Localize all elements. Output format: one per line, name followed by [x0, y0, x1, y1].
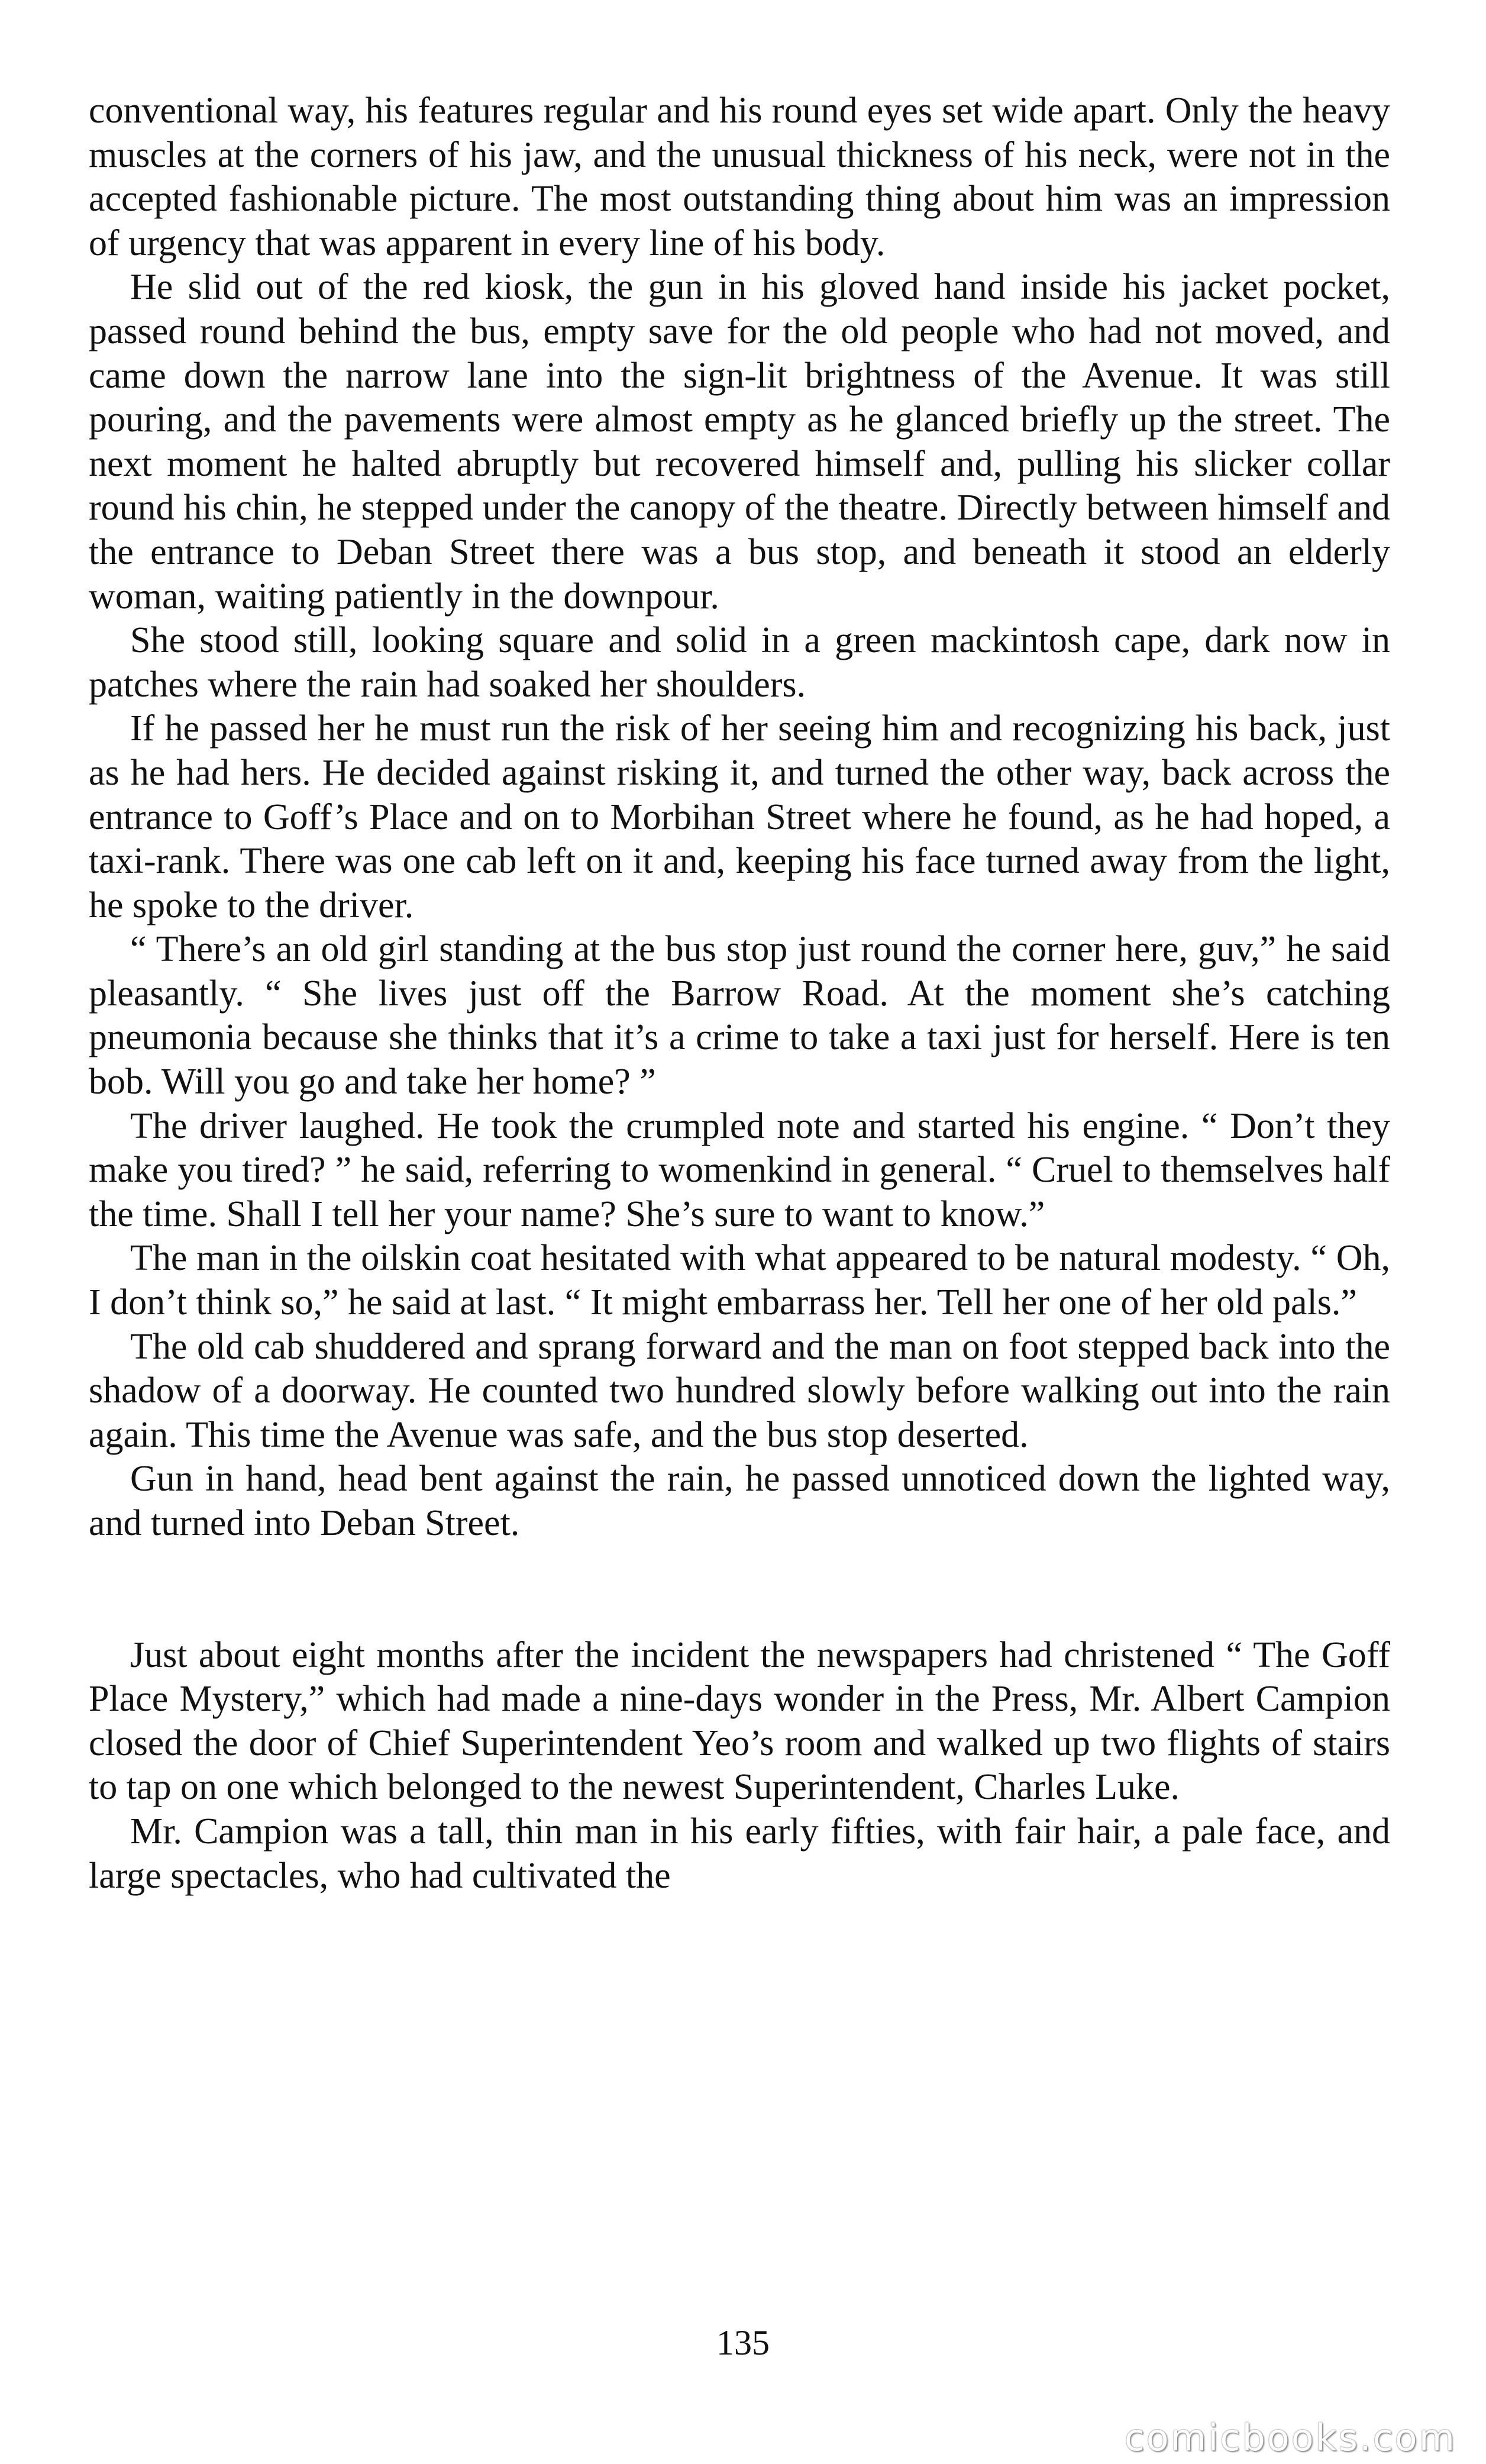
- paragraph: The driver laughed. He took the crumpled note and started his engine. “ Don’t they make you tired? ” he said, referring to womenkind in general. “ Cruel to themselves half the time. Shall I tell her your name? She’s sure to want to know.”: [89, 1105, 1390, 1234]
- paragraph: If he passed her he must run the risk of her seeing him and recognizing his back, just as he had hers. He decided against risking it, and turned the other way, back across the entrance to Goff’s Place and on to Morbihan Street where he found, as he had hoped, a taxi-rank. There was one cab left on it and, keeping his face turned away from the light, he spoke to the driver.: [89, 708, 1390, 925]
- paragraph: He slid out of the red kiosk, the gun in his gloved hand inside his jacket pocket, passed round behind the bus, empty save for the old people who had not moved, and came down the narrow lane into the sign-lit brightness of the Avenue. It was still pouring, and the pavements were almost empty as he glanced briefly up the street. The next moment he halted abruptly but recovered himself and, pulling his slicker collar round his chin, he stepped under the canopy of the theatre. Directly between himself and the entrance to Deban Street there was a bus stop, and beneath it stood an elderly woman, waiting patiently in the downpour.: [89, 267, 1390, 617]
- paragraph: Just about eight months after the incident the newspapers had christened “ The Goff Place Mystery,” which had made a nine-days wonder in the Press, Mr. Albert Campion closed the door of Chief Superintendent Yeo’s room and walked up two flights of stairs to tap on one which belonged to the newest Superintendent, Charles Luke.: [89, 1634, 1390, 1808]
- page-body: [89, 89, 1390, 1898]
- paragraph: Mr. Campion was a tall, thin man in his early fifties, with fair hair, a pale face, and large spectacles, who had cultivated the: [89, 1811, 1390, 1896]
- paragraph: conventional way, his features regular and his round eyes set wide apart. Only the heavy muscles at the corners of his jaw, and the unusual thickness of his neck, were not in the accepted fashionable picture. The most outstanding thing about him was an impression of urgency that was apparent in every line of his body.: [89, 91, 1390, 263]
- paragraph: The old cab shuddered and sprang forward and the man on foot stepped back into the shadow of a doorway. He counted two hundred slowly before walking out into the rain again. This time the Avenue was safe, and the bus stop deserted.: [89, 1326, 1390, 1455]
- page-number: 135: [716, 2323, 770, 2362]
- paragraph: She stood still, looking square and solid in a green mackintosh cape, dark now in patches where the rain had soaked her shoulders.: [89, 620, 1390, 705]
- paragraph: The man in the oilskin coat hesitated with what appeared to be natural modesty. “ Oh, I don’t think so,” he said at last. “ It might embarrass her. Tell her one of her old pals.”: [89, 1238, 1390, 1323]
- watermark: comicbooks.com: [1124, 2416, 1456, 2459]
- section-break: [89, 1546, 1390, 1633]
- paragraph: Gun in hand, head bent against the rain, he passed unnoticed down the lighted way, and turned into Deban Street.: [89, 1459, 1390, 1543]
- paragraph: “ There’s an old girl standing at the bus stop just round the corner here, guv,” he said pleasantly. “ She lives just off the Barrow Road. At the moment she’s catching pneumonia because she thinks that it’s a crime to take a taxi just for herself. Here is ten bob. Will you go and take her home? ”: [89, 929, 1390, 1102]
